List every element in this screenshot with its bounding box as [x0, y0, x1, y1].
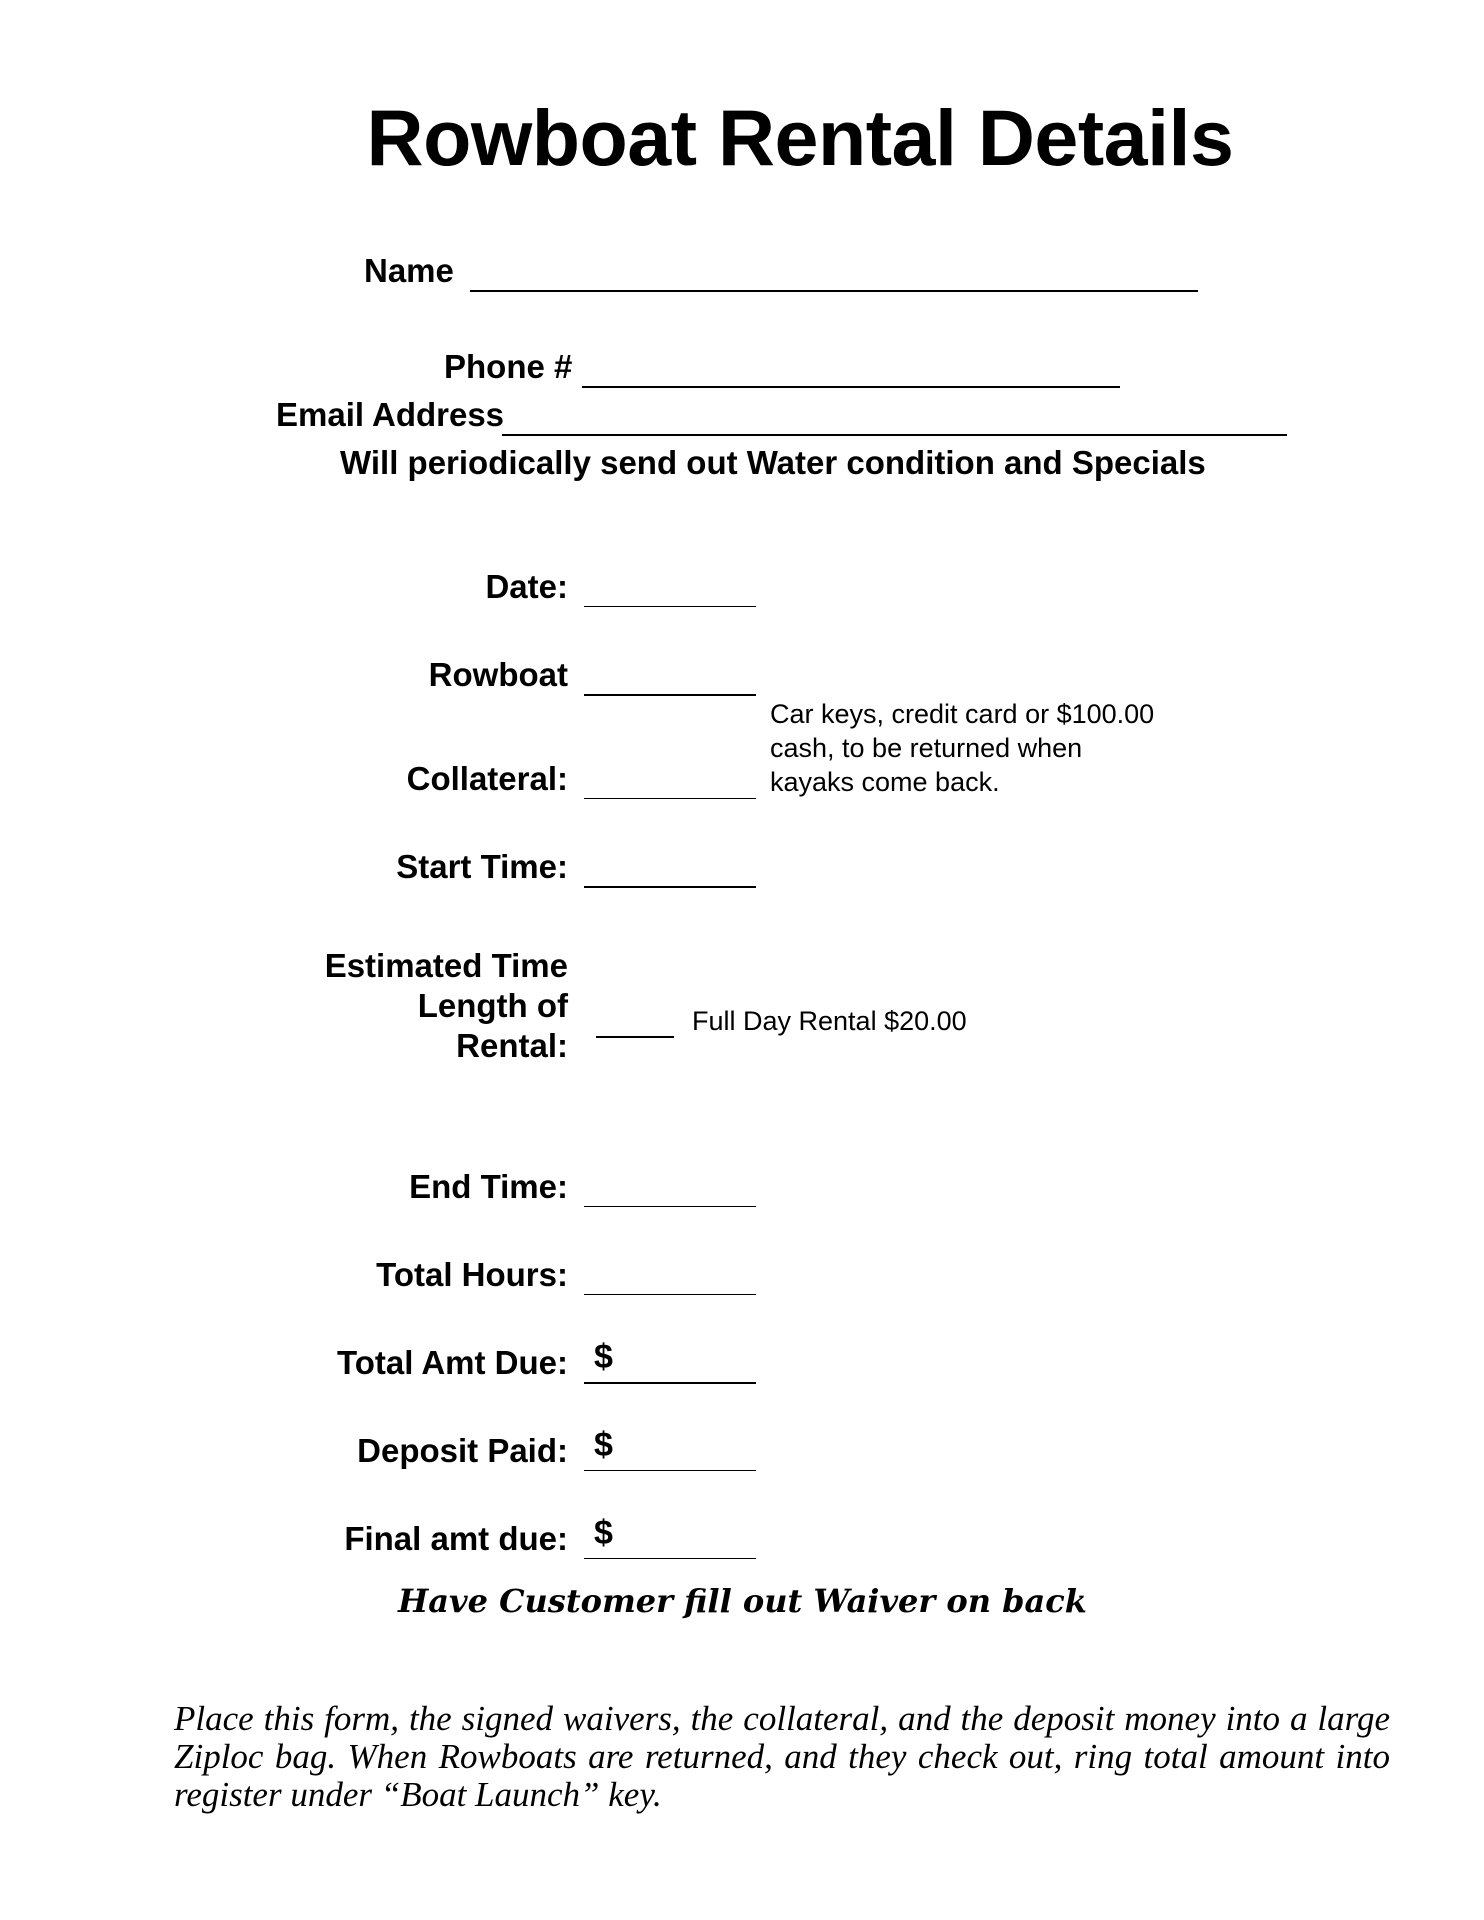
phone-label: Phone #: [444, 348, 573, 385]
date-label: Date:: [485, 568, 568, 605]
instructions-paragraph: Place this form, the signed waivers, the collateral, and the deposit money into a large Ziploc bag. When Rowboats are returned, and they check out, ring total amount into register under “Boat Launch” key.: [174, 1699, 1390, 1814]
final-amt-due-currency: $: [594, 1514, 613, 1552]
deposit-paid-currency: $: [594, 1426, 613, 1464]
end-time-field[interactable]: [584, 1206, 756, 1207]
name-field[interactable]: [470, 290, 1198, 292]
email-field[interactable]: [502, 434, 1287, 436]
email-note: Will periodically send out Water condition and Specials: [340, 444, 1206, 481]
total-amt-due-label: Total Amt Due:: [337, 1344, 568, 1381]
page-title: Rowboat Rental Details: [366, 93, 1234, 182]
estimated-time-label-line: Rental:: [456, 1027, 568, 1064]
collateral-note-line: kayaks come back.: [770, 767, 1000, 797]
total-amt-due-currency: $: [594, 1338, 613, 1376]
estimated-time-label-line: Estimated Time: [324, 947, 568, 984]
deposit-paid-label: Deposit Paid:: [357, 1432, 568, 1469]
start-time-label: Start Time:: [396, 848, 568, 885]
name-label: Name: [364, 252, 454, 289]
estimated-time-field[interactable]: [596, 1036, 674, 1038]
collateral-note-line: Car keys, credit card or $100.00: [770, 699, 1155, 729]
collateral-field[interactable]: [584, 798, 756, 799]
date-field[interactable]: [584, 606, 756, 607]
estimated-time-label-line: Length of: [417, 987, 568, 1024]
total-hours-field[interactable]: [584, 1294, 756, 1295]
waiver-reminder: Have Customer fill out Waiver on back: [398, 1582, 1087, 1620]
final-amt-due-field[interactable]: [584, 1558, 756, 1559]
collateral-label: Collateral:: [406, 760, 568, 797]
deposit-paid-field[interactable]: [584, 1470, 756, 1471]
collateral-note-line: cash, to be returned when: [770, 733, 1083, 763]
start-time-field[interactable]: [584, 886, 756, 888]
total-amt-due-field[interactable]: [584, 1382, 756, 1384]
final-amt-due-label: Final amt due:: [344, 1520, 568, 1557]
rowboat-label: Rowboat: [428, 656, 568, 693]
estimated-time-label: [325, 946, 568, 1066]
phone-field[interactable]: [582, 386, 1120, 388]
end-time-label: End Time:: [409, 1168, 568, 1205]
email-label: Email Address: [276, 396, 505, 433]
full-day-note: Full Day Rental $20.00: [692, 1006, 967, 1036]
total-hours-label: Total Hours:: [376, 1256, 568, 1293]
rowboat-field[interactable]: [584, 694, 756, 696]
collateral-note: [770, 697, 1154, 799]
